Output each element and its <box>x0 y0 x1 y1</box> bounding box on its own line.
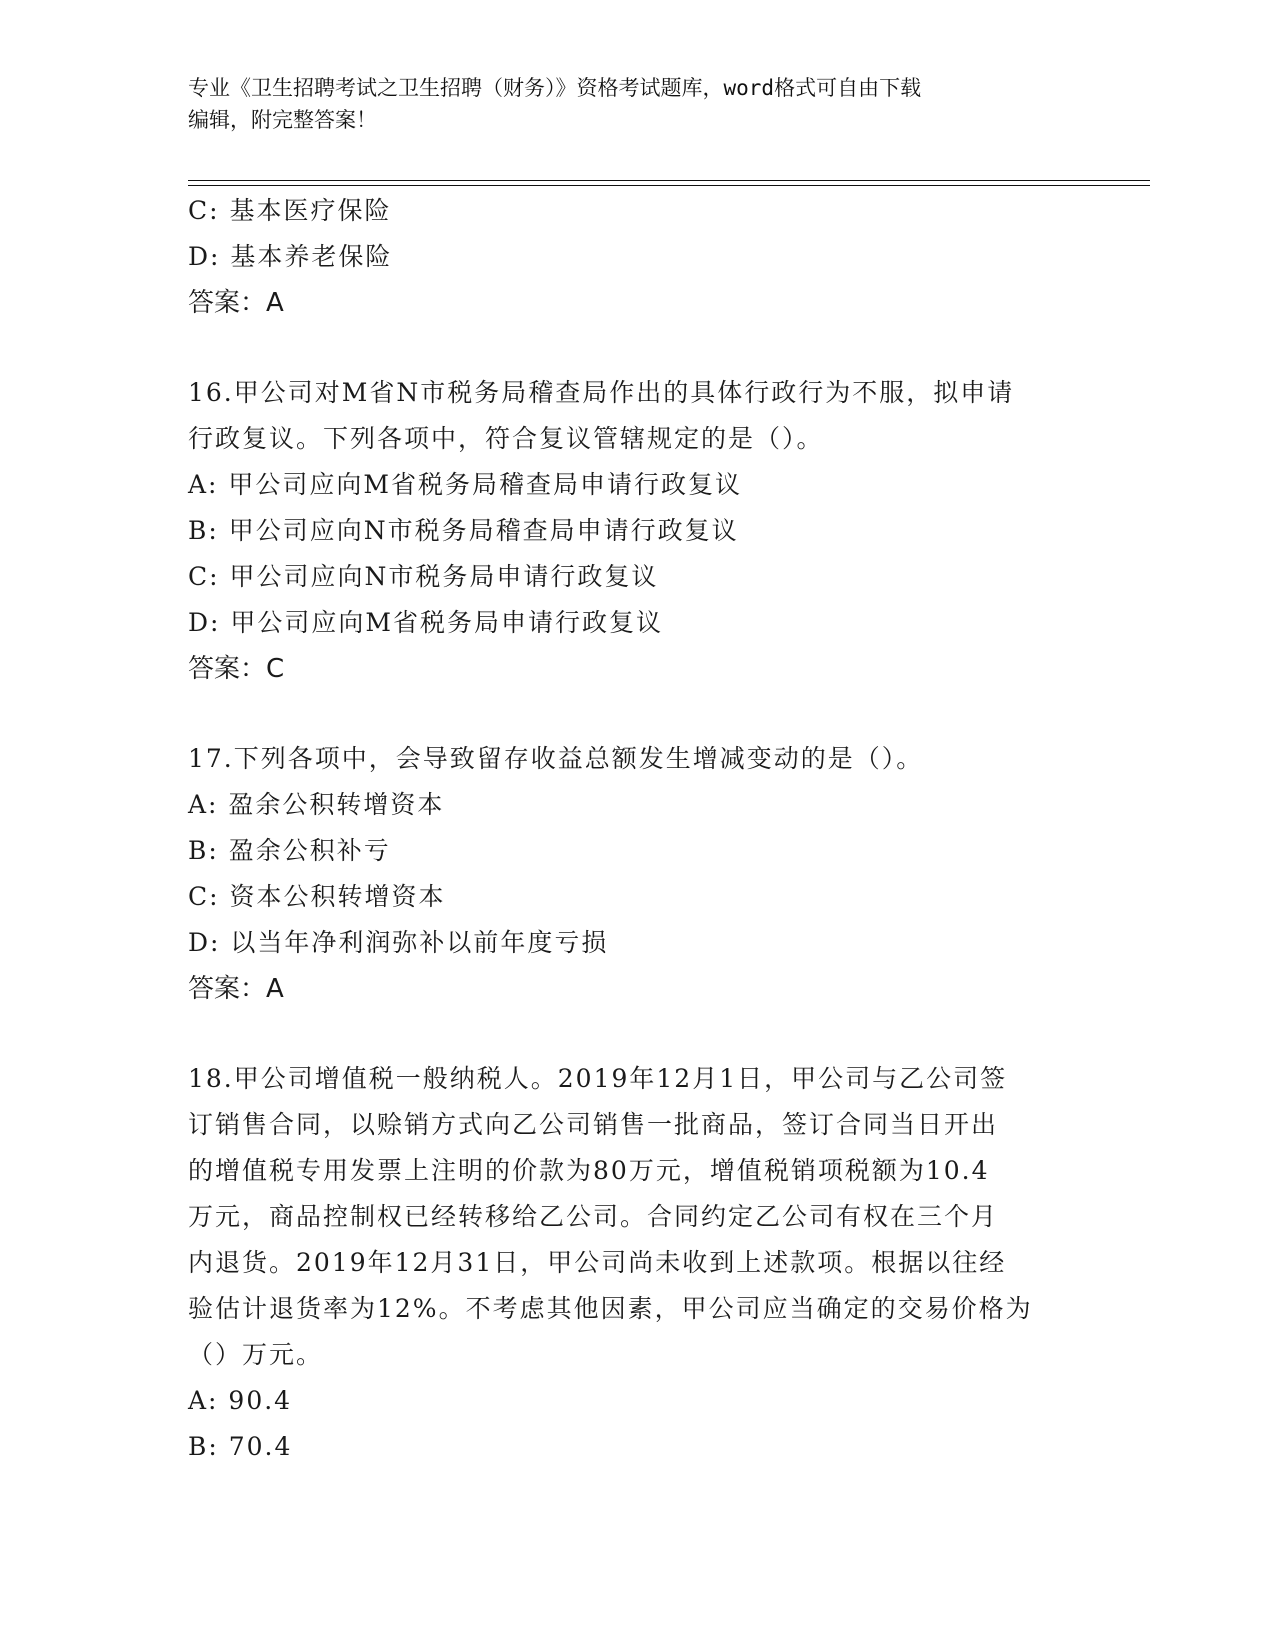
q16-answer: 答案：C <box>188 654 285 684</box>
q15-option-d: D: 基本养老保险 <box>188 242 393 271</box>
q17-option-a: A: 盈余公积转增资本 <box>188 790 445 819</box>
spacer <box>188 692 1088 736</box>
question-17 <box>188 736 1088 1012</box>
spacer <box>188 326 1088 370</box>
q17-option-b: B: 盈余公积补亏 <box>188 836 391 865</box>
q17-option-d: D: 以当年净利润弥补以前年度亏损 <box>188 928 609 957</box>
q18-stem-line-2: 订销售合同，以赊销方式向乙公司销售一批商品，签订合同当日开出 <box>188 1110 999 1139</box>
q17-stem-line-1: 17.下列各项中，会导致留存收益总额发生增减变动的是（）。 <box>188 744 924 773</box>
header-divider-top <box>188 180 1150 181</box>
q16-stem-line-1: 16.甲公司对M省N市税务局稽查局作出的具体行政行为不服，拟申请 <box>188 378 1015 407</box>
q16-option-a: A: 甲公司应向M省税务局稽查局申请行政复议 <box>188 470 743 499</box>
q18-stem-line-5: 内退货。2019年12月31日，甲公司尚未收到上述款项。根据以往经 <box>188 1248 1007 1277</box>
header-divider-bottom <box>188 185 1150 186</box>
q18-option-b: B: 70.4 <box>188 1432 293 1461</box>
q17-answer: 答案：A <box>188 974 284 1004</box>
question-18 <box>188 1056 1088 1470</box>
question-content <box>188 188 1088 1470</box>
q18-stem-line-3: 的增值税专用发票上注明的价款为80万元，增值税销项税额为10.4 <box>188 1156 990 1185</box>
header-line-1: 专业《卫生招聘考试之卫生招聘（财务）》资格考试题库，word格式可自由下载 <box>188 76 922 100</box>
q17-option-c: C: 资本公积转增资本 <box>188 882 446 911</box>
header-line-2: 编辑，附完整答案！ <box>188 108 377 132</box>
q16-stem-line-2: 行政复议。下列各项中，符合复议管辖规定的是（）。 <box>188 424 824 453</box>
q18-stem-line-7: （）万元。 <box>188 1340 324 1369</box>
question-16 <box>188 370 1088 692</box>
q16-option-d: D: 甲公司应向M省税务局申请行政复议 <box>188 608 664 637</box>
document-header <box>188 72 1088 136</box>
q15-option-c: C: 基本医疗保险 <box>188 196 392 225</box>
q18-stem-line-1: 18.甲公司增值税一般纳税人。2019年12月1日，甲公司与乙公司签 <box>188 1064 1008 1093</box>
question-15-continued <box>188 188 1088 326</box>
q18-stem-line-6: 验估计退货率为12%。不考虑其他因素，甲公司应当确定的交易价格为 <box>188 1294 1033 1323</box>
q18-stem-line-4: 万元，商品控制权已经转移给乙公司。合同约定乙公司有权在三个月 <box>188 1202 999 1231</box>
q16-option-c: C: 甲公司应向N市税务局申请行政复议 <box>188 562 659 591</box>
q18-option-a: A: 90.4 <box>188 1386 293 1415</box>
q16-option-b: B: 甲公司应向N市税务局稽查局申请行政复议 <box>188 516 739 545</box>
spacer <box>188 1012 1088 1056</box>
q15-answer: 答案：A <box>188 288 284 318</box>
